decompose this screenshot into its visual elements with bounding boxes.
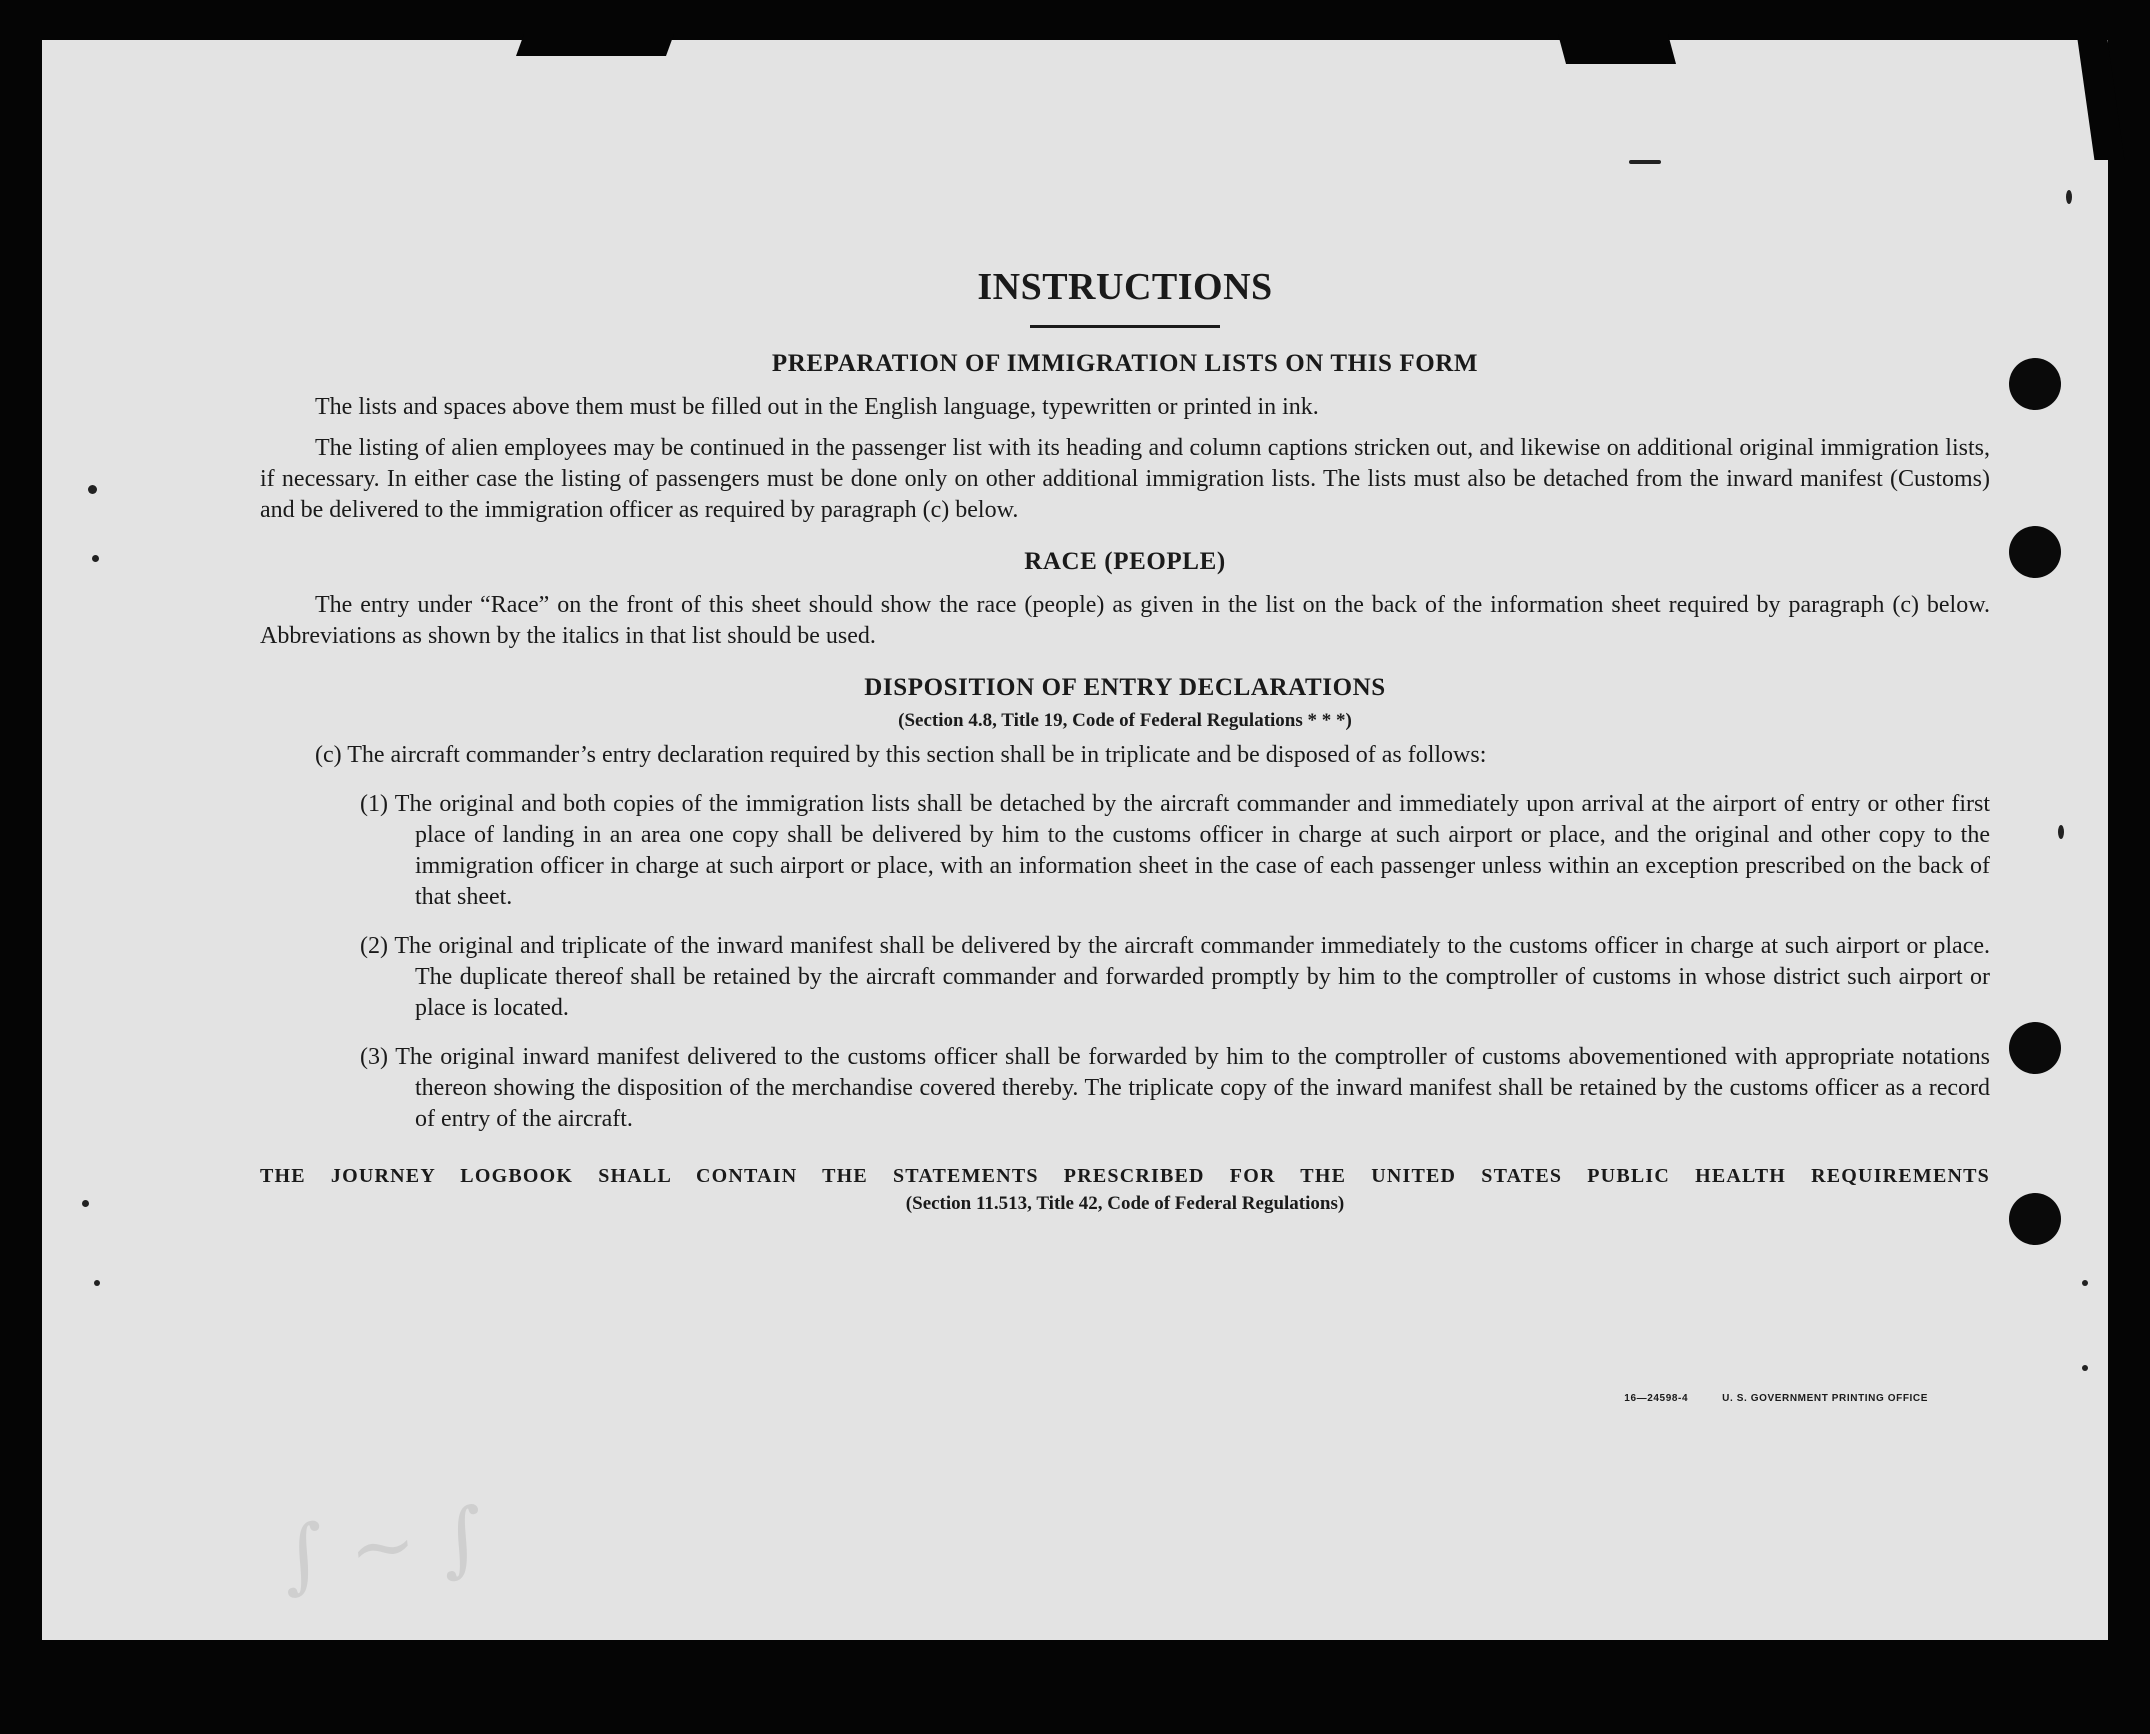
speck	[94, 1280, 100, 1286]
speck	[2058, 825, 2064, 839]
document-title: INSTRUCTIONS	[977, 266, 1273, 308]
speck	[2082, 1280, 2088, 1286]
speck	[1629, 160, 1661, 164]
disposition-paragraph-c: (c) The aircraft commander’s entry declaration required by this section shall be in triplicate and be disposed of as follows:	[315, 741, 1487, 768]
speck	[82, 1200, 89, 1207]
section-heading-preparation: PREPARATION OF IMMIGRATION LISTS ON THIS FORM	[771, 349, 1479, 377]
preparation-paragraph-1: The lists and spaces above them must be filled out in the English language, typewritten or printed in ink.	[315, 393, 1319, 420]
public-health-citation: (Section 11.513, Title 42, Code of Federal Regulations)	[905, 1192, 1345, 1214]
race-paragraph: The entry under “Race” on the front of this sheet should show the race (people) as given in the list on the back of the information sheet required by paragraph (c) below. Abbreviations as shown by the italics in that list should be used.	[260, 591, 1990, 649]
document-body	[260, 265, 1990, 1217]
speck	[2082, 1365, 2088, 1371]
disposition-item-2: (2) The original and triplicate of the inward manifest shall be delivered by the aircraft commander immediately to the customs officer in charge at such airport or place. The duplicate thereof shall be retained by the aircraft commander and forwarded promptly by him to the comptroller of customs in whose district such airport or place is located.	[360, 932, 1990, 1021]
printer-name: U. S. GOVERNMENT PRINTING OFFICE	[1722, 1393, 1928, 1404]
title-underline	[1030, 325, 1220, 328]
public-health-statement: THE JOURNEY LOGBOOK SHALL CONTAIN THE STATEMENTS PRESCRIBED FOR THE UNITED STATES PUBLIC HEALTH REQUIREMENTS	[260, 1164, 1990, 1187]
torn-edge-left	[516, 34, 674, 56]
form-number: 16—24598-4	[1624, 1393, 1689, 1404]
torn-edge-right	[1558, 34, 1676, 64]
faint-pencil-mark: ∫ ∼ ∫	[277, 1489, 488, 1604]
section-heading-disposition: DISPOSITION OF ENTRY DECLARATIONS	[864, 673, 1386, 701]
speck	[2066, 190, 2072, 204]
printing-imprint	[1624, 1393, 1928, 1404]
disposition-item-1: (1) The original and both copies of the immigration lists shall be detached by the aircraft commander and immediately upon arrival at the airport of entry or other first place of landing in an area one copy shall be delivered by him to the customs officer in charge at such airport or place, and the original and other copy to the immigration officer in charge at such airport or place, with an information sheet in the case of each passenger unless within an exception prescribed on the back of that sheet.	[360, 790, 1990, 910]
torn-edge-corner	[2078, 40, 2125, 160]
punch-hole-4	[2009, 1193, 2061, 1245]
document-page	[42, 40, 2108, 1640]
speck	[88, 485, 97, 494]
punch-hole-3	[2009, 1022, 2061, 1074]
disposition-citation: (Section 4.8, Title 19, Code of Federal Regulations * * *)	[898, 709, 1352, 731]
punch-hole-1	[2009, 358, 2061, 410]
section-heading-race: RACE (PEOPLE)	[1024, 547, 1226, 575]
disposition-item-3: (3) The original inward manifest delivered to the customs officer shall be forwarded by him to the comptroller of customs abovementioned with appropriate notations thereon showing the disposition of the merchandise covered thereby. The triplicate copy of the inward manifest shall be retained by the customs officer as a record of entry of the aircraft.	[360, 1043, 1990, 1132]
speck	[92, 555, 99, 562]
preparation-paragraph-2: The listing of alien employees may be continued in the passenger list with its heading and column captions stricken out, and likewise on additional original immigration lists, if necessary. In either case the listing of passengers must be done only on other additional immigration lists. The lists must also be detached from the inward manifest (Customs) and be delivered to the immigration officer as required by paragraph (c) below.	[260, 434, 1990, 523]
punch-hole-2	[2009, 526, 2061, 578]
